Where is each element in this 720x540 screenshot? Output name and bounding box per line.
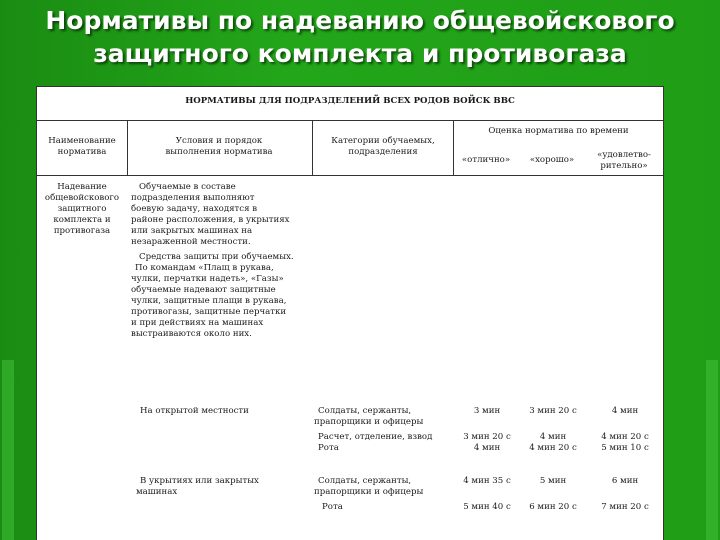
time-value: 7 мин 20 с [601,502,649,512]
time-value: 4 мин 20 с [601,432,649,442]
condition-line: В укрытиях или закрытых [140,476,259,486]
time-value: 3 мин 20 с [463,432,511,442]
header-satisfactory-line-2: рительно» [600,161,648,171]
header-excellent: «отлично» [461,155,511,165]
conditions-line: Средства защиты при обучаемых. [139,252,294,262]
time-value: 6 мин [611,476,639,486]
decor-stripe [2,360,14,540]
time-value: 3 мин 20 с [529,406,577,416]
time-value: 4 мин 35 с [463,476,511,486]
conditions-line: боевую задачу, находятся в [131,204,258,214]
conditions-line: По командам «Плащ в рукава, [135,263,274,273]
time-value: 4 мин [473,443,501,453]
conditions-line: подразделения выполняют [131,193,255,203]
row-shelter-condition [136,476,310,498]
norm-name-line: общевойскового [44,193,120,203]
time-value: 4 мин [539,432,567,442]
time-value: 4 мин [611,406,639,416]
row-shelter-good [518,476,588,513]
decor-stripe [706,360,718,540]
conditions-line: Обучаемые в составе [139,182,236,192]
header-satisfactory [584,150,664,172]
conditions-line: и при действиях на машинах [131,318,264,328]
conditions-line: чулки, защитные плащи в рукава, [131,296,287,306]
norms-document [36,86,664,540]
row-open-terrain-good [518,406,588,454]
norm-name-line: защитного [57,204,107,214]
time-value: 5 мин 10 с [601,443,649,453]
row-open-terrain-satisfactory [586,406,664,454]
time-value: 4 мин 20 с [529,443,577,453]
row-open-terrain-excellent [454,406,520,454]
norm-name-line: комплекта и [53,215,111,225]
category-line: прапорщики и офицеры [314,487,424,497]
row-shelter-excellent [454,476,520,513]
row-shelter-category [314,476,454,513]
table-title: НОРМАТИВЫ ДЛЯ ПОДРАЗДЕЛЕНИЙ ВСЕХ РОДОВ ВОЙСК ВВС [185,96,515,106]
condition-line: машинах [136,487,178,497]
conditions-line: или закрытых машинах на [131,226,253,236]
norm-name-line: противогаза [53,226,111,236]
conditions-line: противогазы, защитные перчатки [131,307,287,317]
slide-title-line-2: защитного комплекта и противогаза [93,39,627,68]
conditions-description [131,182,315,340]
time-value: 5 мин 40 с [463,502,511,512]
time-value: 6 мин 20 с [529,502,577,512]
slide-title [0,4,720,70]
conditions-line: незараженной местности. [131,237,251,247]
conditions-line: районе расположения, в укрытиях [131,215,290,225]
row-open-terrain-category [314,406,454,454]
category-line: Расчет, отделение, взвод [318,432,433,442]
row-open-terrain-condition: На открытой местности [140,406,249,416]
category-line: Солдаты, сержанты, [318,406,412,416]
category-line: прапорщики и офицеры [314,417,424,427]
time-value: 3 мин [473,406,501,416]
slide-title-line-1: Нормативы по надеванию общевойскового [45,6,675,35]
category-line: Рота [322,502,343,512]
norm-name [36,182,128,237]
norm-name-line: Надевание [57,182,107,192]
conditions-line: чулки, перчатки надеть», «Газы» [131,274,284,284]
row-shelter-satisfactory [586,476,664,513]
conditions-line: обучаемые надевают защитные [131,285,276,295]
time-value: 5 мин [539,476,567,486]
conditions-line: выстраиваются около них. [131,329,252,339]
category-line: Солдаты, сержанты, [318,476,412,486]
category-line: Рота [318,443,339,453]
header-name: Наименование норматива [48,136,116,157]
header-conditions: Условия и порядок выполнения норматива [165,136,273,157]
header-category: Категории обучаемых, подразделения [331,136,435,157]
header-good: «хорошо» [529,155,575,165]
header-satisfactory-line-1: «удовлетво- [597,150,651,160]
header-grade-group: Оценка норматива по времени [488,126,629,136]
